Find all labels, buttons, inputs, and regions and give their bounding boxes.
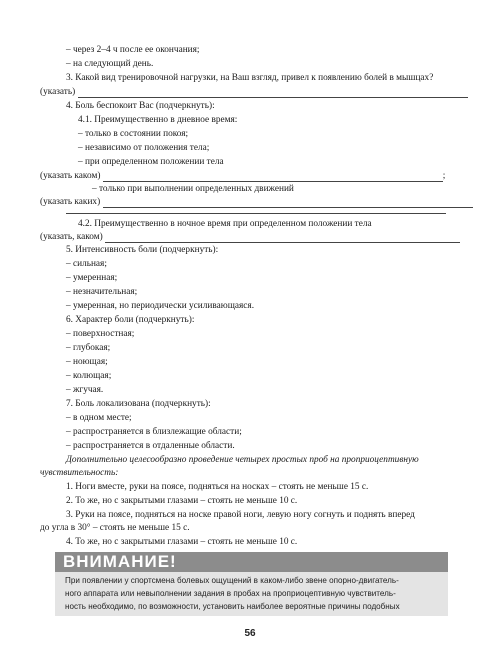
notice-line: При появлении у спортсмена болевых ощущений в каком-либо звене опорно-двигатель- bbox=[65, 576, 399, 585]
fill-in-line[interactable] bbox=[78, 88, 468, 98]
tests-intro: чувствительность: bbox=[40, 468, 119, 478]
option-text: – в одном месте; bbox=[66, 413, 132, 423]
answer-label: (указать каких) bbox=[40, 196, 473, 208]
test-item-4: 4. То же, но с закрытыми глазами – стоять не меньше 10 с. bbox=[66, 537, 298, 547]
option-text: – ноющая; bbox=[66, 357, 108, 367]
question-5: 5. Интенсивность боли (подчеркнуть): bbox=[66, 245, 219, 255]
option-text: – жгучая. bbox=[66, 385, 104, 395]
attention-title: ВНИМАНИЕ! bbox=[63, 552, 177, 571]
option-text: – распространяется в близлежащие области; bbox=[66, 427, 242, 437]
page-number: 56 bbox=[244, 628, 256, 639]
test-item-1: 1. Ноги вместе, руки на поясе, подняться на носках – стоять не меньше 15 с. bbox=[66, 482, 369, 492]
test-item-3: 3. Руки на поясе, подняться на носке правой ноги, левую ногу согнуть и поднять вперед bbox=[66, 510, 415, 520]
option-text: – независимо от положения тела; bbox=[78, 143, 210, 153]
fill-in-line[interactable] bbox=[103, 198, 473, 208]
option-text: – глубокая; bbox=[66, 343, 111, 353]
option-text: – на следующий день. bbox=[66, 59, 154, 69]
option-text: – при определенном положении тела bbox=[78, 157, 224, 167]
option-text: – незначительная; bbox=[66, 287, 138, 297]
subquestion-4-1: 4.1. Преимущественно в дневное время: bbox=[78, 115, 238, 125]
subquestion-4-2: 4.2. Преимущественно в ночное время при определенном положении тела bbox=[78, 219, 372, 229]
attention-banner bbox=[55, 552, 448, 572]
notice-line: ность необходимо, по возможности, установить наиболее вероятные причины подобных bbox=[65, 602, 400, 611]
attention-body bbox=[55, 572, 448, 616]
question-7: 7. Боль локализована (подчеркнуть): bbox=[66, 399, 211, 409]
option-text: – умеренная, но периодически усиливающаяся. bbox=[66, 301, 255, 311]
question-6: 6. Характер боли (подчеркнуть): bbox=[66, 315, 195, 325]
question-3: 3. Какой вид тренировочной нагрузки, на Ваш взгляд, привел к появлению болей в мышцах? bbox=[66, 73, 434, 83]
notice-line: ного аппарата или невыполнении задания в пробах на проприоцептивную чувствитель- bbox=[65, 589, 396, 598]
answer-label: (указать каком) ; bbox=[40, 171, 446, 181]
test-item-2: 2. То же, но с закрытыми глазами – стоять не меньше 10 с. bbox=[66, 496, 298, 506]
option-text: – колющая; bbox=[66, 371, 112, 381]
option-text: – через 2–4 ч после ее окончания; bbox=[66, 45, 200, 55]
option-text: – сильная; bbox=[66, 259, 107, 269]
question-4: 4. Боль беспокоит Вас (подчеркнуть): bbox=[66, 101, 215, 111]
fill-in-line[interactable] bbox=[105, 233, 460, 243]
tests-intro: Дополнительно целесообразно проведение четырех простых проб на проприоцептивную bbox=[66, 455, 419, 465]
option-text: – умеренная; bbox=[66, 273, 118, 283]
option-text: – только в состоянии покоя; bbox=[78, 129, 189, 139]
test-item-3-cont: до угла в 30° – стоять не меньше 15 с. bbox=[40, 523, 190, 533]
option-text: – распространяется в отдаленные области. bbox=[66, 441, 235, 451]
option-text: – только при выполнении определенных движений bbox=[92, 184, 294, 194]
fill-in-line[interactable] bbox=[66, 213, 446, 214]
answer-label: (указать, каком) bbox=[40, 231, 460, 243]
option-text: – поверхностная; bbox=[66, 329, 135, 339]
answer-label: (указать) bbox=[40, 86, 468, 98]
fill-in-line[interactable] bbox=[103, 172, 443, 182]
